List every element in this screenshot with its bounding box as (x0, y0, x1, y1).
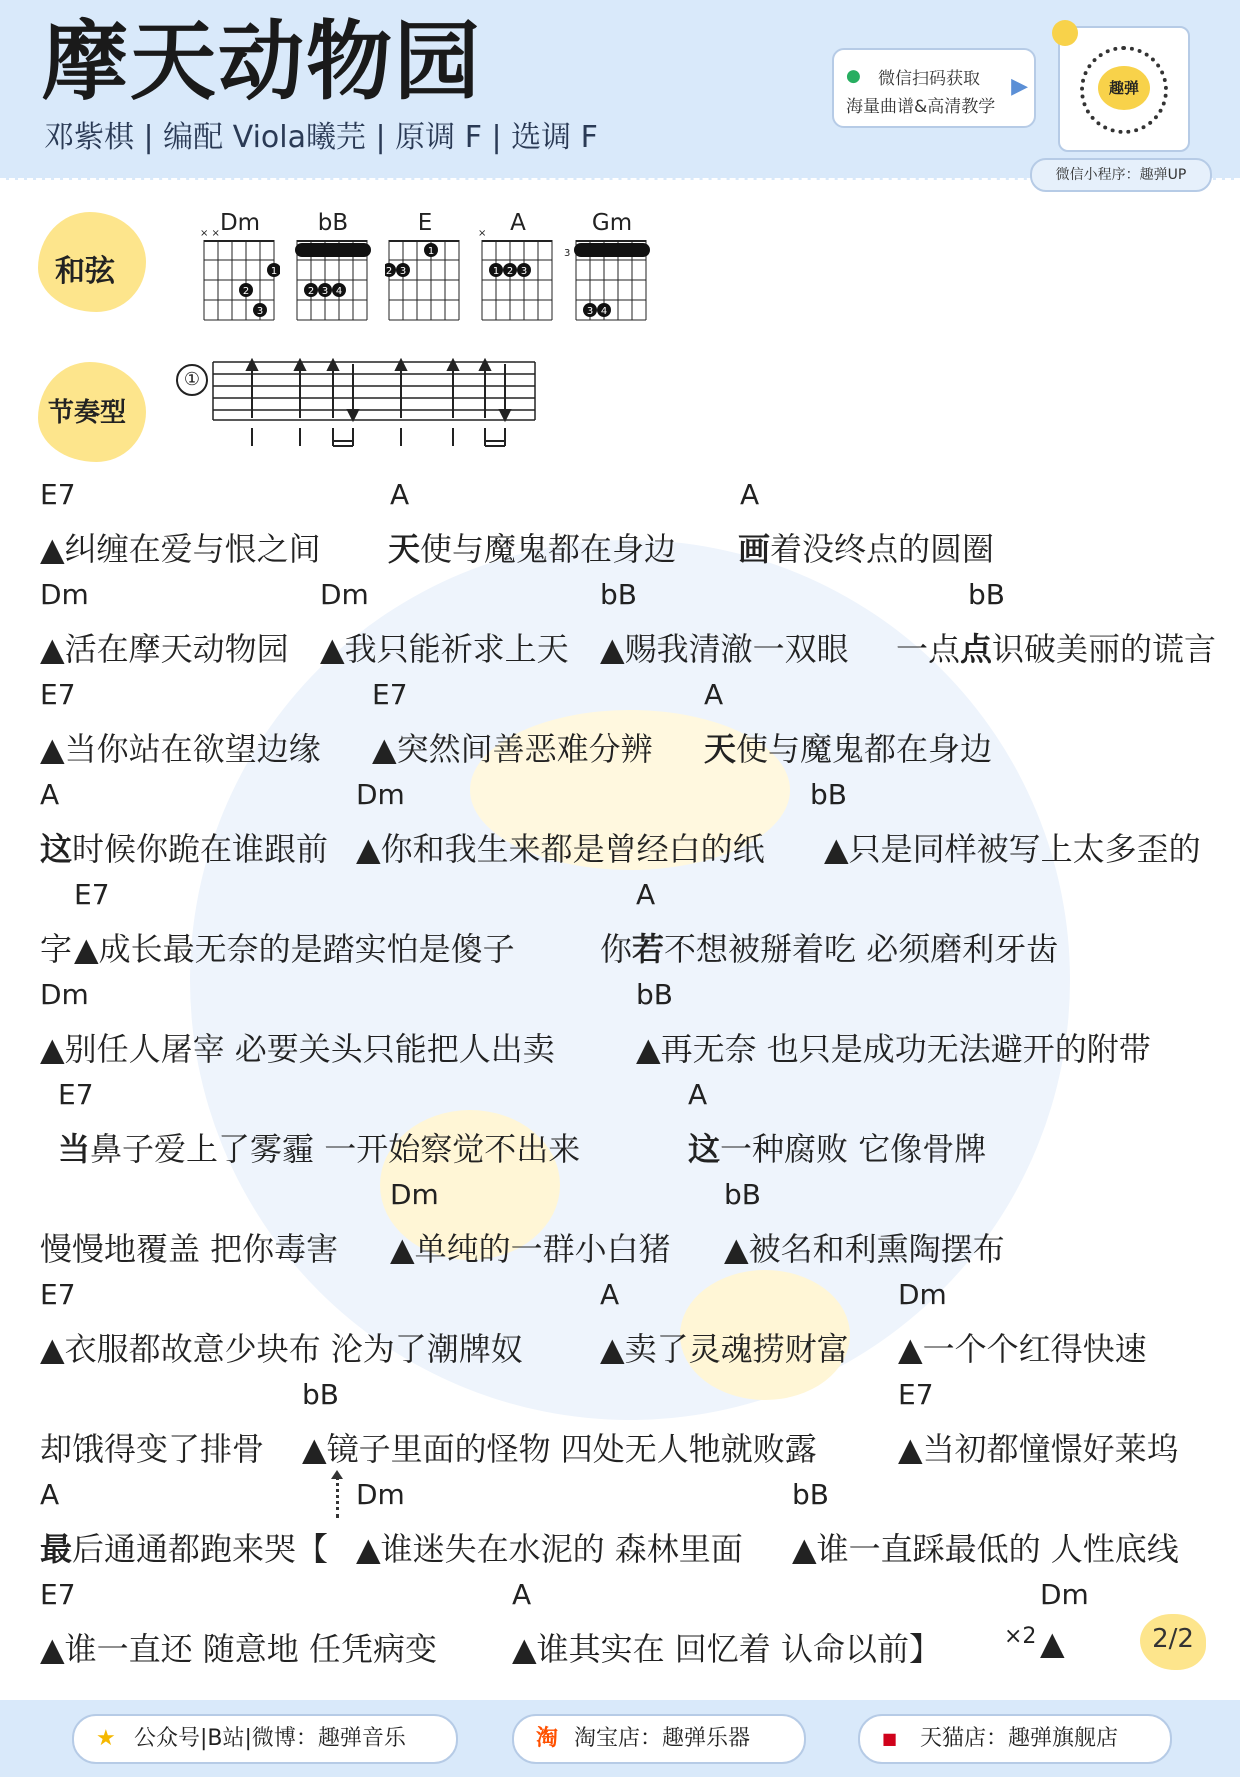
chord-label: bB (792, 1478, 829, 1511)
strum-triangle-icon: ▲ (40, 730, 65, 768)
strum-triangle-icon: ▲ (512, 1630, 537, 1668)
finger-number: 2 (307, 286, 315, 297)
strum-pattern (178, 358, 538, 458)
chord-label: Dm (898, 1278, 947, 1311)
barre-marker (295, 243, 371, 257)
chord-label: bB (636, 978, 673, 1011)
lyric-segment: ▲一个个红得快速 (898, 1330, 1147, 1368)
lyric-segment: ▲赐我清澈一双眼 (600, 630, 849, 668)
finger-number: 3 (399, 266, 407, 277)
chord-label: A (40, 778, 60, 811)
muted-strings-mark: × × (200, 228, 220, 239)
finger-number: 3 (321, 286, 329, 297)
chord-label: Dm (1040, 1578, 1089, 1611)
qr-code[interactable] (1058, 26, 1190, 152)
song-subtitle: 邓紫棋 | 编配 Viola曦芫 | 原调 F | 选调 F (44, 120, 598, 155)
lyric-segment: 字 (40, 930, 73, 968)
highlight-character: 当 (58, 1130, 91, 1168)
lyric-segment: 最后通通都跑来哭【 (40, 1530, 329, 1568)
barre-marker (574, 243, 650, 257)
fretboard-grid (385, 240, 465, 322)
rhythm-label: 节奏型 (48, 398, 127, 428)
chord-name: Gm (591, 210, 633, 236)
lyric-segment: 天使与魔鬼都在身边 (704, 730, 993, 768)
lyric-segment: ▲衣服都故意少块布 沦为了潮牌奴 (40, 1330, 523, 1368)
strum-triangle-icon: ▲ (824, 830, 849, 868)
qr-logo: 趣弹 (1098, 66, 1150, 110)
highlight-character: 画 (738, 530, 771, 568)
lyric-segment: ▲只是同样被写上太多歪的 (824, 830, 1201, 868)
lyric-segment: ▲再无奈 也只是成功无法避开的附带 (636, 1030, 1151, 1068)
highlight-character: 这 (40, 830, 73, 868)
strum-triangle-icon: ▲ (40, 530, 65, 568)
lyric-segment: ▲谁一直还 随意地 任凭病变 (40, 1630, 437, 1668)
highlight-character: 若 (632, 930, 665, 968)
finger-number: 1 (270, 266, 278, 277)
chord-label: E7 (74, 878, 110, 911)
lyric-segment: 一点点识破美丽的谎言 (896, 630, 1217, 668)
chord-label: A (40, 1478, 60, 1511)
lyric-segment: ▲别任人屠宰 必要关头只能把人出卖 (40, 1030, 555, 1068)
chords-label: 和弦 (55, 254, 115, 289)
chord-label: bB (600, 578, 637, 611)
chord-label: bB (810, 778, 847, 811)
lyric-segment: ×2 (1004, 1624, 1037, 1649)
finger-number: 3 (256, 306, 264, 317)
chord-label: A (390, 478, 410, 511)
lyric-segment: 你若不想被掰着吃 必须磨利牙齿 (600, 930, 1059, 968)
footer-taobao-label: 淘宝店：趣弹乐器 (574, 1726, 751, 1751)
strum-triangle-icon: ▲ (600, 630, 625, 668)
lyric-segment: ▲谁其实在 回忆着 认命以前】 (512, 1630, 941, 1668)
star-icon: ★ (96, 1726, 116, 1751)
highlight-character: 最 (40, 1530, 73, 1568)
chord-label: bB (724, 1178, 761, 1211)
page-number: 2/2 (1140, 1614, 1206, 1670)
chord-label: E7 (898, 1378, 934, 1411)
strum-triangle-icon: ▲ (898, 1330, 923, 1368)
lyric-segment: 天使与魔鬼都在身边 (388, 530, 677, 568)
strum-triangle-icon: ▲ (372, 730, 397, 768)
highlight-character: 点 (960, 630, 993, 668)
strum-triangle-icon: ▲ (636, 1030, 661, 1068)
strum-triangle-icon: ▲ (302, 1430, 327, 1468)
lyric-segment: ▲谁迷失在水泥的 森林里面 (356, 1530, 743, 1568)
taobao-icon: 淘 (536, 1726, 559, 1751)
wechat-promo-box[interactable] (832, 48, 1036, 128)
chord-label: E7 (58, 1078, 94, 1111)
lyric-segment: 画着没终点的圆圈 (738, 530, 995, 568)
finger-number: 4 (600, 306, 608, 317)
strum-triangle-icon: ▲ (1040, 1624, 1065, 1662)
strum-triangle-icon: ▲ (390, 1230, 415, 1268)
lyric-segment: ▲你和我生来都是曾经白的纸 (356, 830, 765, 868)
rhythm-number: ① (176, 364, 208, 396)
fretboard-grid (478, 240, 558, 322)
lyric-segment: ▲当你站在欲望边缘 (40, 730, 321, 768)
finger-number: 2 (506, 266, 514, 277)
chord-label: A (600, 1278, 620, 1311)
chord-label: Dm (356, 778, 405, 811)
lyric-segment: ▲成长最无奈的是踏实怕是傻子 (74, 930, 515, 968)
lyric-segment: ▲当初都憧憬好莱坞 (898, 1430, 1179, 1468)
footer-social-label: 公众号|B站|微博：趣弹音乐 (134, 1726, 406, 1751)
finger-number: 2 (385, 266, 393, 277)
chord-label: bB (968, 578, 1005, 611)
lyric-segment: ▲谁一直踩最低的 人性底线 (792, 1530, 1179, 1568)
strum-triangle-icon: ▲ (40, 1030, 65, 1068)
muted-strings-mark: × (478, 228, 487, 239)
chord-label: A (688, 1078, 708, 1111)
finger-number: 4 (335, 286, 343, 297)
chord-label: bB (302, 1378, 339, 1411)
lyric-segment: ▲突然间善恶难分辨 (372, 730, 653, 768)
chord-label: Dm (40, 978, 89, 1011)
finger-number: 1 (492, 266, 500, 277)
chord-label: A (740, 478, 760, 511)
lyric-segment: ▲活在摩天动物园 (40, 630, 289, 668)
lyric-segment (1040, 1624, 1065, 1662)
chord-label: E7 (40, 1578, 76, 1611)
finger-number: 1 (427, 246, 435, 257)
lyric-segment: 当鼻子爱上了雾霾 一开始察觉不出来 (58, 1130, 581, 1168)
qr-caption: 微信小程序：趣弹UP (1030, 158, 1212, 192)
chord-name: bB (317, 210, 349, 236)
chord-label: E7 (372, 678, 408, 711)
finger-number: 3 (520, 266, 528, 277)
lyric-segment: ▲卖了灵魂捞财富 (600, 1330, 849, 1368)
promo-line-1: 微信扫码获取 (878, 69, 980, 89)
lyric-segment: 这一种腐败 它像骨牌 (688, 1130, 987, 1168)
chord-name: A (510, 210, 526, 236)
chord-label: Dm (390, 1178, 439, 1211)
chord-label: A (512, 1578, 532, 1611)
strum-triangle-icon: ▲ (724, 1230, 749, 1268)
lyric-segment: ▲被名和利熏陶摆布 (724, 1230, 1005, 1268)
strum-triangle-icon: ▲ (40, 630, 65, 668)
footer-tmall-label: 天猫店：趣弹旗舰店 (920, 1726, 1119, 1751)
footer-taobao[interactable] (512, 1714, 806, 1764)
chord-label: E7 (40, 478, 76, 511)
chord-name: Dm (219, 210, 261, 236)
chord-label: E7 (40, 678, 76, 711)
highlight-character: 天 (704, 730, 737, 768)
chord-name: E (417, 210, 433, 236)
strum-triangle-icon: ▲ (74, 930, 99, 968)
strum-triangle-icon: ▲ (356, 830, 381, 868)
lyric-segment: ▲单纯的一群小白猪 (390, 1230, 671, 1268)
lyric-segment: 这时候你跪在谁跟前 (40, 830, 329, 868)
strum-triangle-icon: ▲ (600, 1330, 625, 1368)
fretboard-grid (200, 240, 280, 322)
fret-number: 3 (564, 248, 571, 259)
strum-triangle-icon: ▲ (356, 1530, 381, 1568)
lyric-segment: 却饿得变了排骨 (40, 1430, 265, 1468)
finger-number: 2 (242, 286, 250, 297)
arpeggio-mark (336, 1476, 342, 1518)
strum-triangle-icon: ▲ (40, 1330, 65, 1368)
finger-number: 3 (586, 306, 594, 317)
song-title: 摩天动物园 (42, 12, 482, 112)
chord-label: A (704, 678, 724, 711)
arrow-right-icon: ▶ (1011, 74, 1028, 99)
lyric-segment: ▲镜子里面的怪物 四处无人牠就败露 (302, 1430, 817, 1468)
strum-triangle-icon: ▲ (320, 630, 345, 668)
strum-triangle-icon: ▲ (792, 1530, 817, 1568)
footer-social[interactable] (72, 1714, 458, 1764)
highlight-character: 天 (388, 530, 421, 568)
wechat-icon: ● (846, 66, 861, 86)
fretboard-grid (572, 240, 652, 322)
lyric-segment: 慢慢地覆盖 把你毒害 (40, 1230, 339, 1268)
strum-triangle-icon: ▲ (40, 1630, 65, 1668)
qr-corner-dot (1052, 20, 1078, 46)
lyric-segment: ▲纠缠在爱与恨之间 (40, 530, 321, 568)
chord-label: Dm (320, 578, 369, 611)
highlight-character: 这 (688, 1130, 721, 1168)
promo-line-2: 海量曲谱&高清教学 (846, 97, 996, 117)
strum-triangle-icon: ▲ (898, 1430, 923, 1468)
fretboard-grid (293, 240, 373, 322)
chord-label: A (636, 878, 656, 911)
tmall-icon: ■ (882, 1729, 898, 1748)
chord-label: E7 (40, 1278, 76, 1311)
footer-tmall[interactable] (858, 1714, 1172, 1764)
chord-label: Dm (356, 1478, 405, 1511)
lyric-segment: ▲我只能祈求上天 (320, 630, 569, 668)
chord-label: Dm (40, 578, 89, 611)
